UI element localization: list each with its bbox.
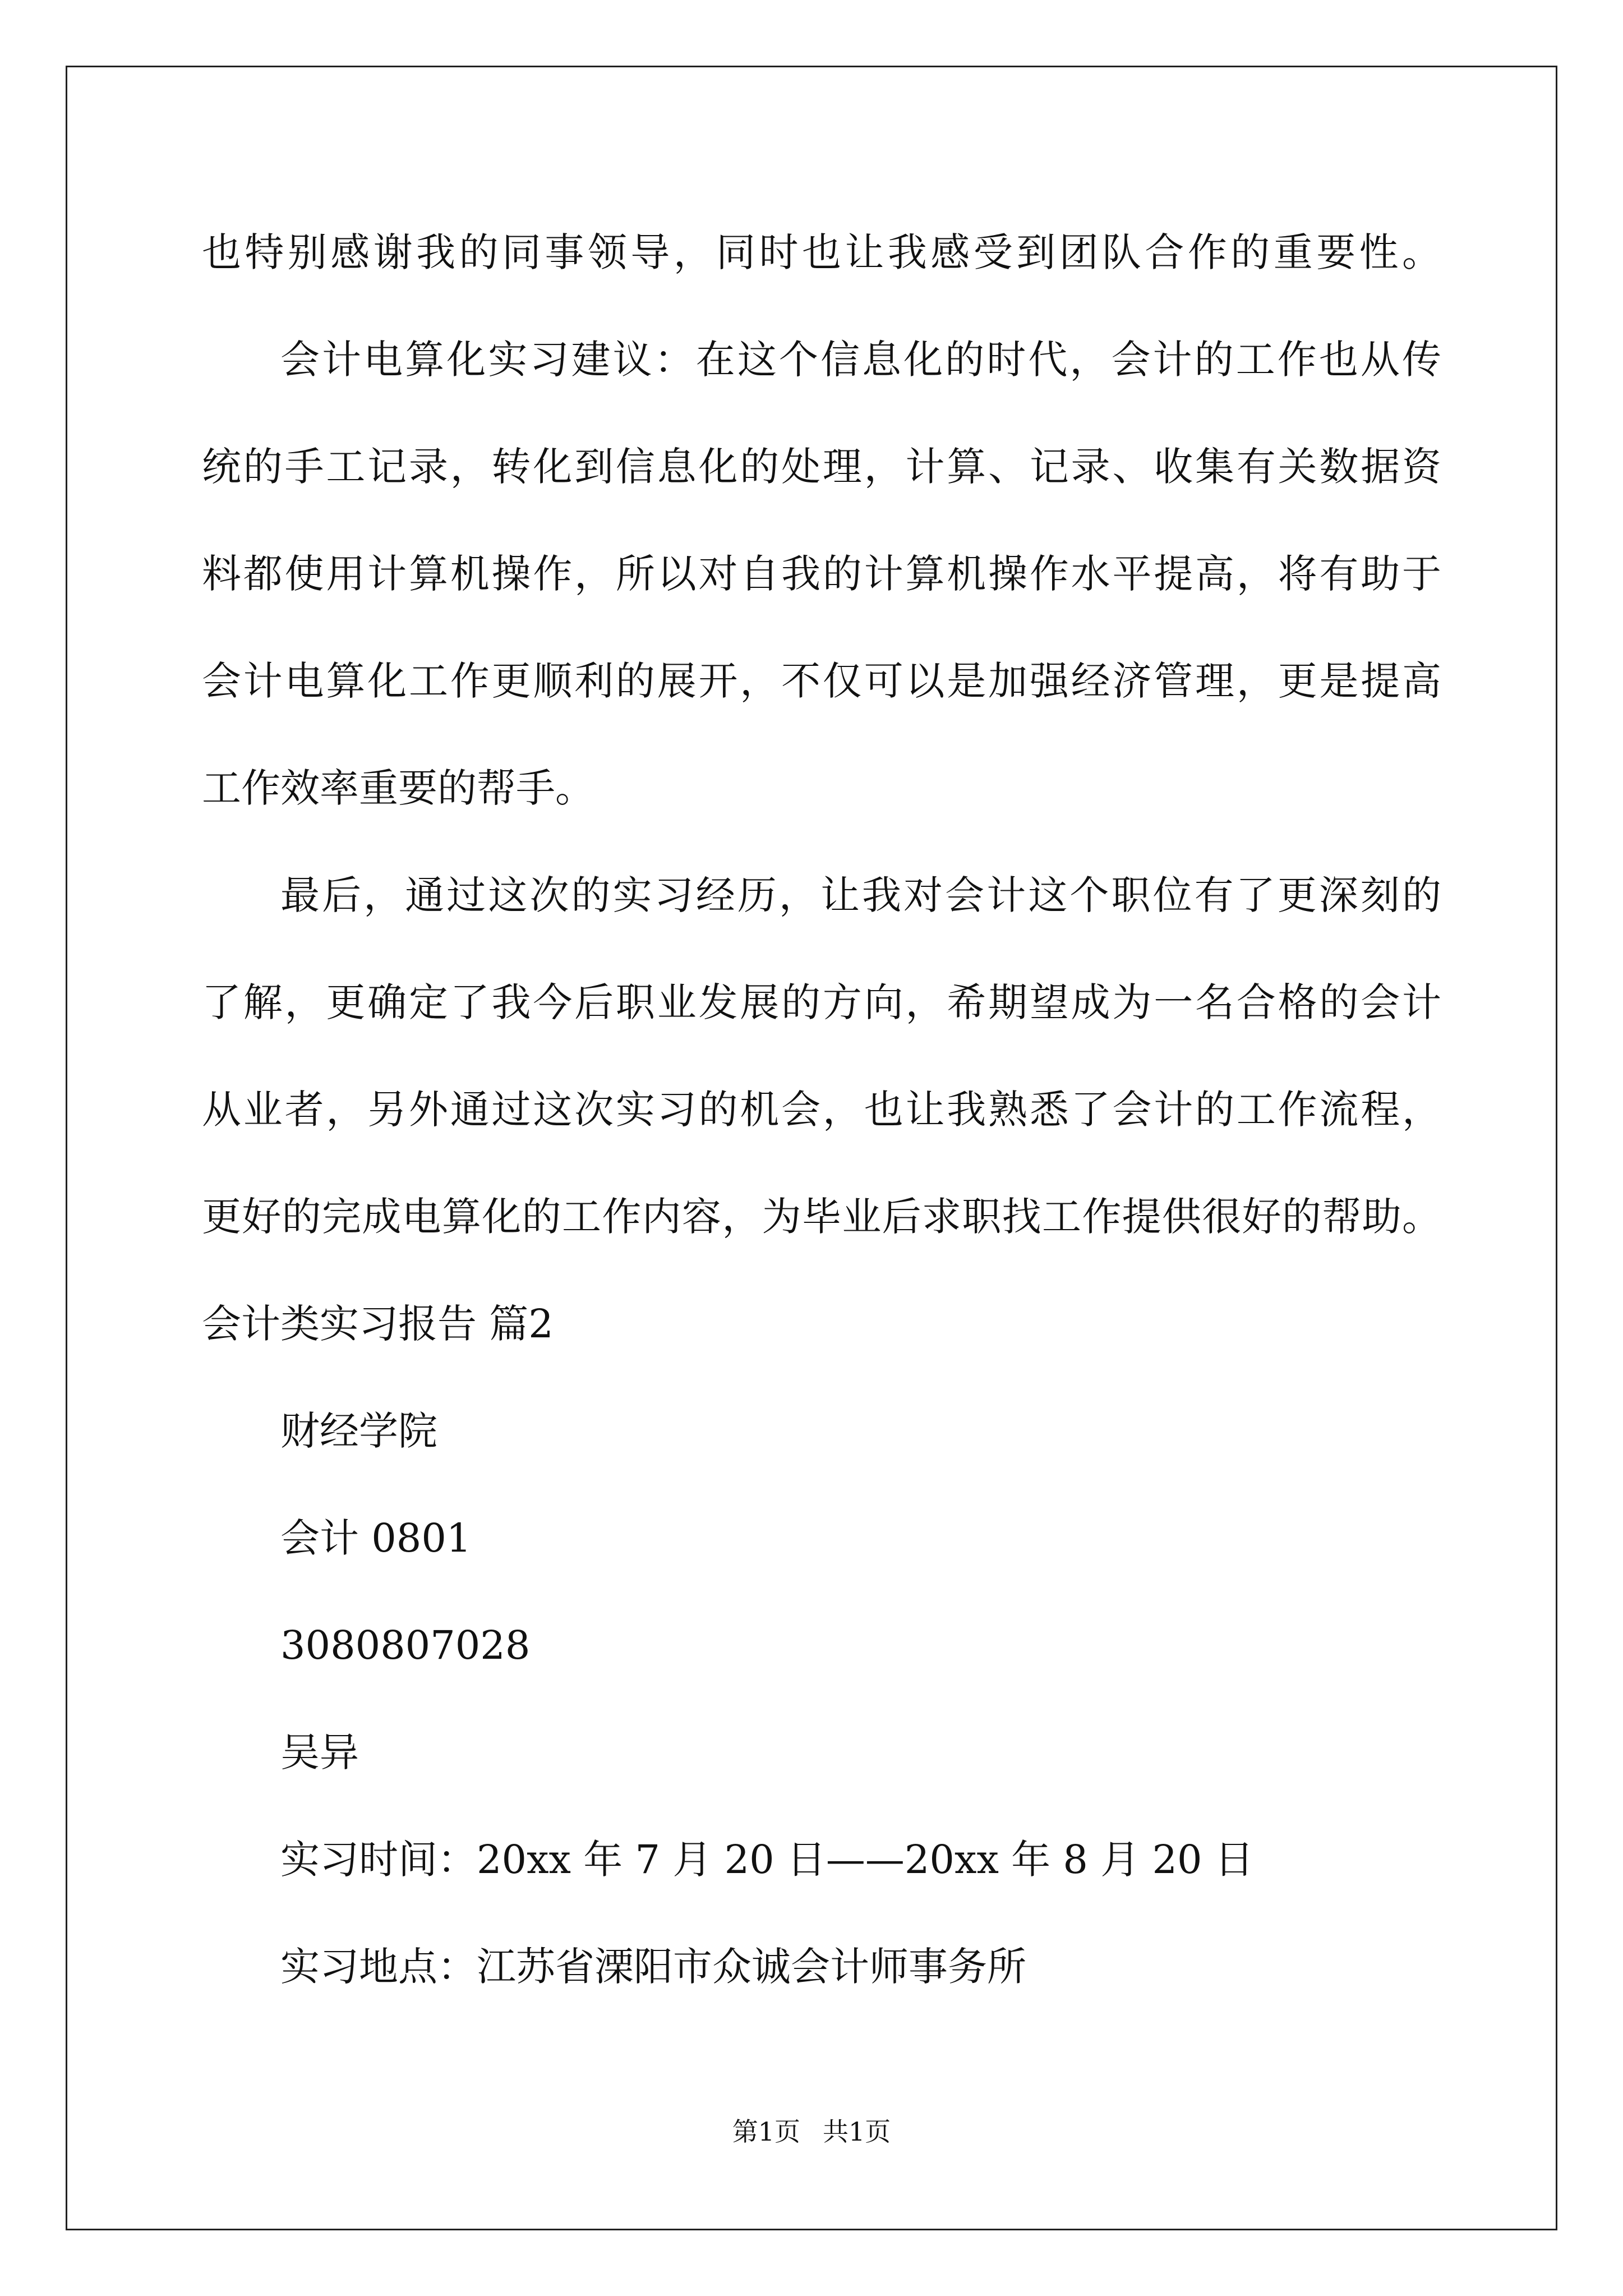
paragraph-line: 会计电算化实习建议：在这个信息化的时代，会计的工作也从传 [280,337,1441,383]
paragraph-line: 统的手工记录，转化到信息化的处理，计算、记录、收集有关数据资 [202,444,1441,490]
paragraph-line: 也特别感谢我的同事领导，同时也让我感受到团队合作的重要性。 [202,229,1441,275]
page-number: 第1页 [732,2116,800,2147]
info-line-school: 财经学院 [280,1408,437,1454]
paragraph-line: 工作效率重要的帮手。 [202,765,594,811]
info-line-student-id: 3080807028 [280,1622,531,1668]
info-line-name: 吴异 [280,1729,359,1775]
info-line-internship-time: 实习时间：20xx 年 7 月 20 日——20xx 年 8 月 20 日 [280,1837,1254,1883]
page-total: 共1页 [823,2116,891,2147]
paragraph-line: 最后，通过这次的实习经历，让我对会计这个职位有了更深刻的 [280,872,1441,918]
paragraph-line: 更好的完成电算化的工作内容，为毕业后求职找工作提供很好的帮助。 [202,1194,1441,1240]
info-line-class: 会计 0801 [280,1515,472,1561]
page-footer [0,2115,1623,2148]
info-line-internship-location: 实习地点：江苏省溧阳市众诚会计师事务所 [280,1944,1026,1990]
paragraph-line: 从业者，另外通过这次实习的机会，也让我熟悉了会计的工作流程， [202,1087,1441,1133]
document-body [202,216,1441,2037]
paragraph-line: 会计电算化工作更顺利的展开，不仅可以是加强经济管理，更是提高 [202,658,1441,704]
section-heading: 会计类实习报告 篇2 [202,1301,554,1347]
paragraph-line: 了解，更确定了我今后职业发展的方向，希期望成为一名合格的会计 [202,979,1441,1025]
paragraph-line: 料都使用计算机操作，所以对自我的计算机操作水平提高，将有助于 [202,551,1441,597]
